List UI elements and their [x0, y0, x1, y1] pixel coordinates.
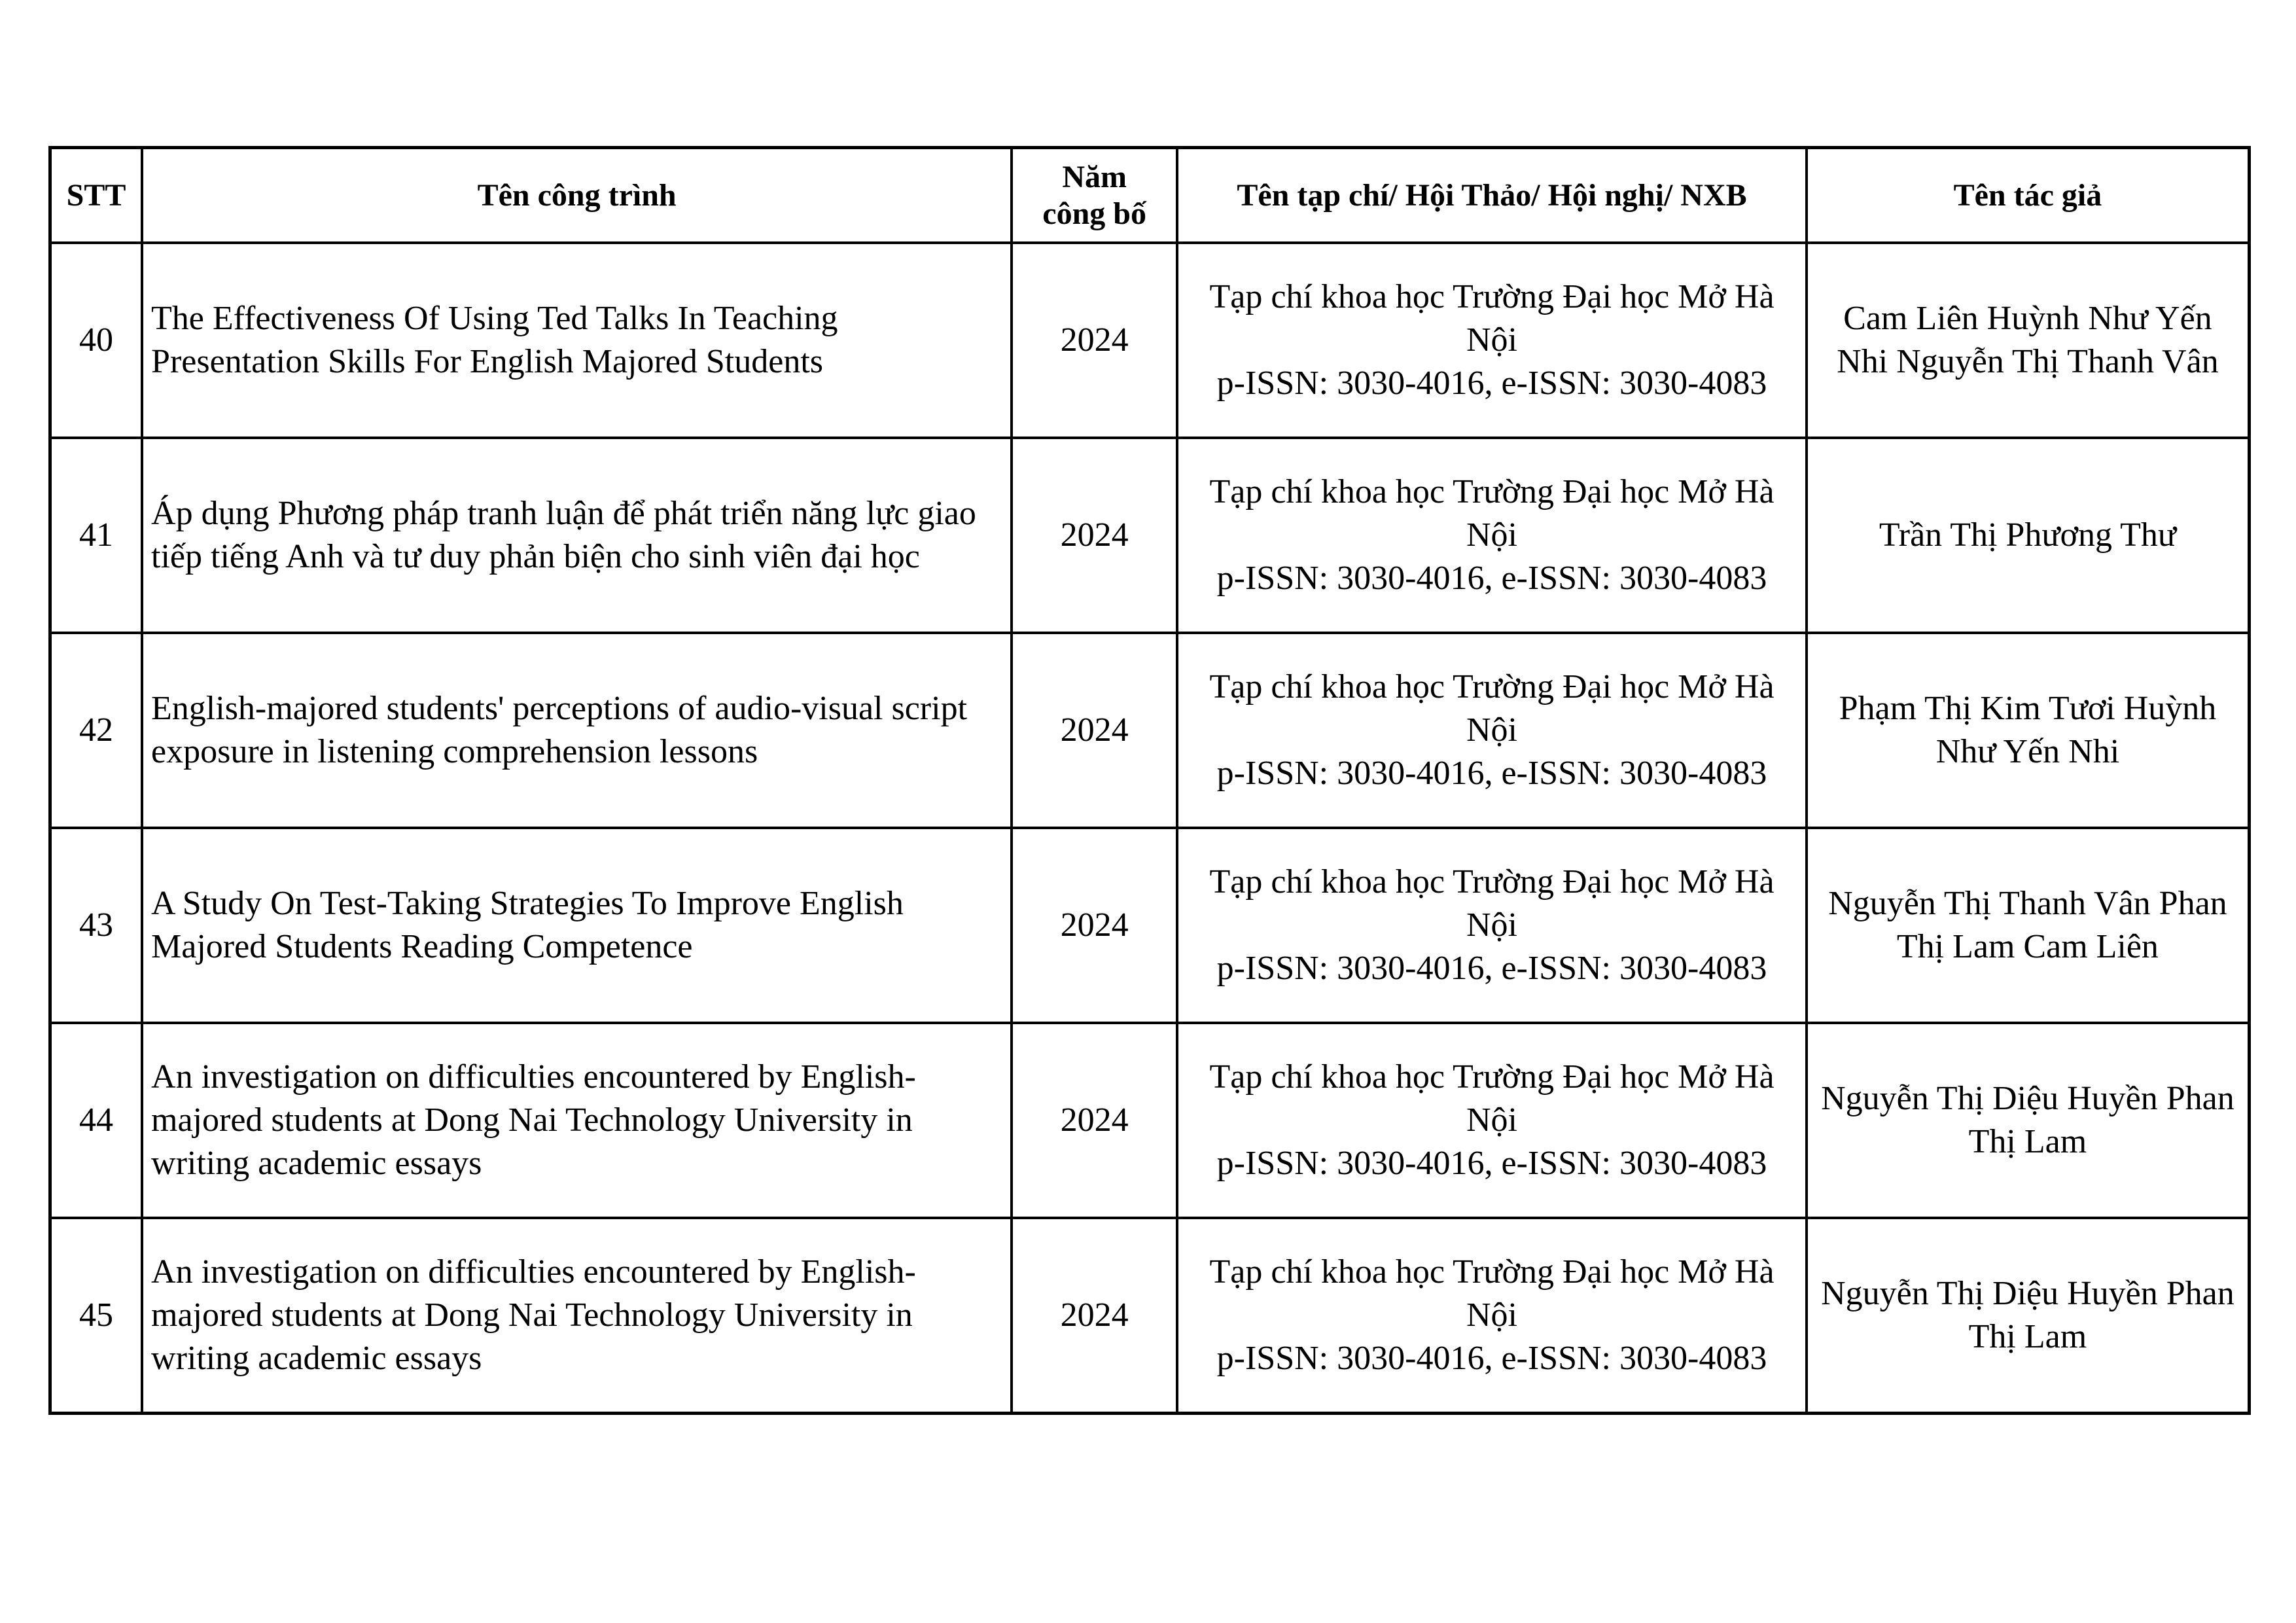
cell-title: An investigation on difficulties encountered by English-majored students at Dong Nai Technology University in writing academic essays: [142, 1023, 1012, 1218]
header-journal: Tên tạp chí/ Hội Thảo/ Hội nghị/ NXB: [1177, 148, 1807, 243]
cell-authors: Cam Liên Huỳnh Như Yến Nhi Nguyễn Thị Thanh Vân: [1807, 243, 2250, 438]
cell-authors: Nguyễn Thị Diệu Huyền Phan Thị Lam: [1807, 1218, 2250, 1414]
cell-year: 2024: [1012, 438, 1177, 633]
cell-title: English-majored students' perceptions of audio-visual script exposure in listening comprehension lessons: [142, 633, 1012, 828]
header-row: [50, 148, 2250, 243]
cell-title: An investigation on difficulties encountered by English-majored students at Dong Nai Technology University in writing academic essays: [142, 1218, 1012, 1414]
table-row: [50, 243, 2250, 438]
journal-issn: p-ISSN: 3030-4016, e-ISSN: 3030-4083: [1216, 755, 1767, 792]
journal-issn: p-ISSN: 3030-4016, e-ISSN: 3030-4083: [1216, 950, 1767, 987]
table-row: [50, 1218, 2250, 1414]
journal-issn: p-ISSN: 3030-4016, e-ISSN: 3030-4083: [1216, 560, 1767, 597]
table-row: [50, 438, 2250, 633]
cell-year: 2024: [1012, 828, 1177, 1023]
header-year-line2: công bố: [1042, 196, 1146, 231]
header-authors: Tên tác giả: [1807, 148, 2250, 243]
journal-issn: p-ISSN: 3030-4016, e-ISSN: 3030-4083: [1216, 365, 1767, 402]
cell-title: Áp dụng Phương pháp tranh luận để phát triển năng lực giao tiếp tiếng Anh và tư duy phản biện cho sinh viên đại học: [142, 438, 1012, 633]
header-title: Tên công trình: [142, 148, 1012, 243]
cell-journal: [1177, 1218, 1807, 1414]
cell-title: The Effectiveness Of Using Ted Talks In Teaching Presentation Skills For English Majored Students: [142, 243, 1012, 438]
table-row: [50, 633, 2250, 828]
journal-name: Tạp chí khoa học Trường Đại học Mở Hà Nội: [1209, 1058, 1775, 1139]
table-row: [50, 828, 2250, 1023]
cell-year: 2024: [1012, 1023, 1177, 1218]
cell-stt: 41: [50, 438, 143, 633]
header-stt: STT: [50, 148, 143, 243]
cell-year: 2024: [1012, 1218, 1177, 1414]
cell-stt: 43: [50, 828, 143, 1023]
cell-stt: 42: [50, 633, 143, 828]
publications-table: [48, 146, 2251, 1415]
journal-name: Tạp chí khoa học Trường Đại học Mở Hà Nội: [1209, 863, 1775, 944]
table-header: [50, 148, 2250, 243]
cell-journal: [1177, 633, 1807, 828]
cell-stt: 44: [50, 1023, 143, 1218]
header-year: [1012, 148, 1177, 243]
cell-journal: [1177, 438, 1807, 633]
cell-year: 2024: [1012, 243, 1177, 438]
cell-authors: Phạm Thị Kim Tươi Huỳnh Như Yến Nhi: [1807, 633, 2250, 828]
cell-stt: 40: [50, 243, 143, 438]
cell-title: A Study On Test-Taking Strategies To Improve English Majored Students Reading Competence: [142, 828, 1012, 1023]
cell-authors: Nguyễn Thị Diệu Huyền Phan Thị Lam: [1807, 1023, 2250, 1218]
table-body: [50, 243, 2250, 1414]
cell-journal: [1177, 828, 1807, 1023]
journal-name: Tạp chí khoa học Trường Đại học Mở Hà Nội: [1209, 473, 1775, 554]
table-row: [50, 1023, 2250, 1218]
journal-issn: p-ISSN: 3030-4016, e-ISSN: 3030-4083: [1216, 1145, 1767, 1182]
journal-name: Tạp chí khoa học Trường Đại học Mở Hà Nội: [1209, 1253, 1775, 1334]
cell-journal: [1177, 1023, 1807, 1218]
journal-name: Tạp chí khoa học Trường Đại học Mở Hà Nội: [1209, 278, 1775, 359]
journal-name: Tạp chí khoa học Trường Đại học Mở Hà Nội: [1209, 668, 1775, 749]
header-year-line1: Năm: [1062, 159, 1127, 194]
cell-authors: Nguyễn Thị Thanh Vân Phan Thị Lam Cam Liên: [1807, 828, 2250, 1023]
cell-stt: 45: [50, 1218, 143, 1414]
cell-journal: [1177, 243, 1807, 438]
cell-authors: Trần Thị Phương Thư: [1807, 438, 2250, 633]
cell-year: 2024: [1012, 633, 1177, 828]
journal-issn: p-ISSN: 3030-4016, e-ISSN: 3030-4083: [1216, 1340, 1767, 1377]
